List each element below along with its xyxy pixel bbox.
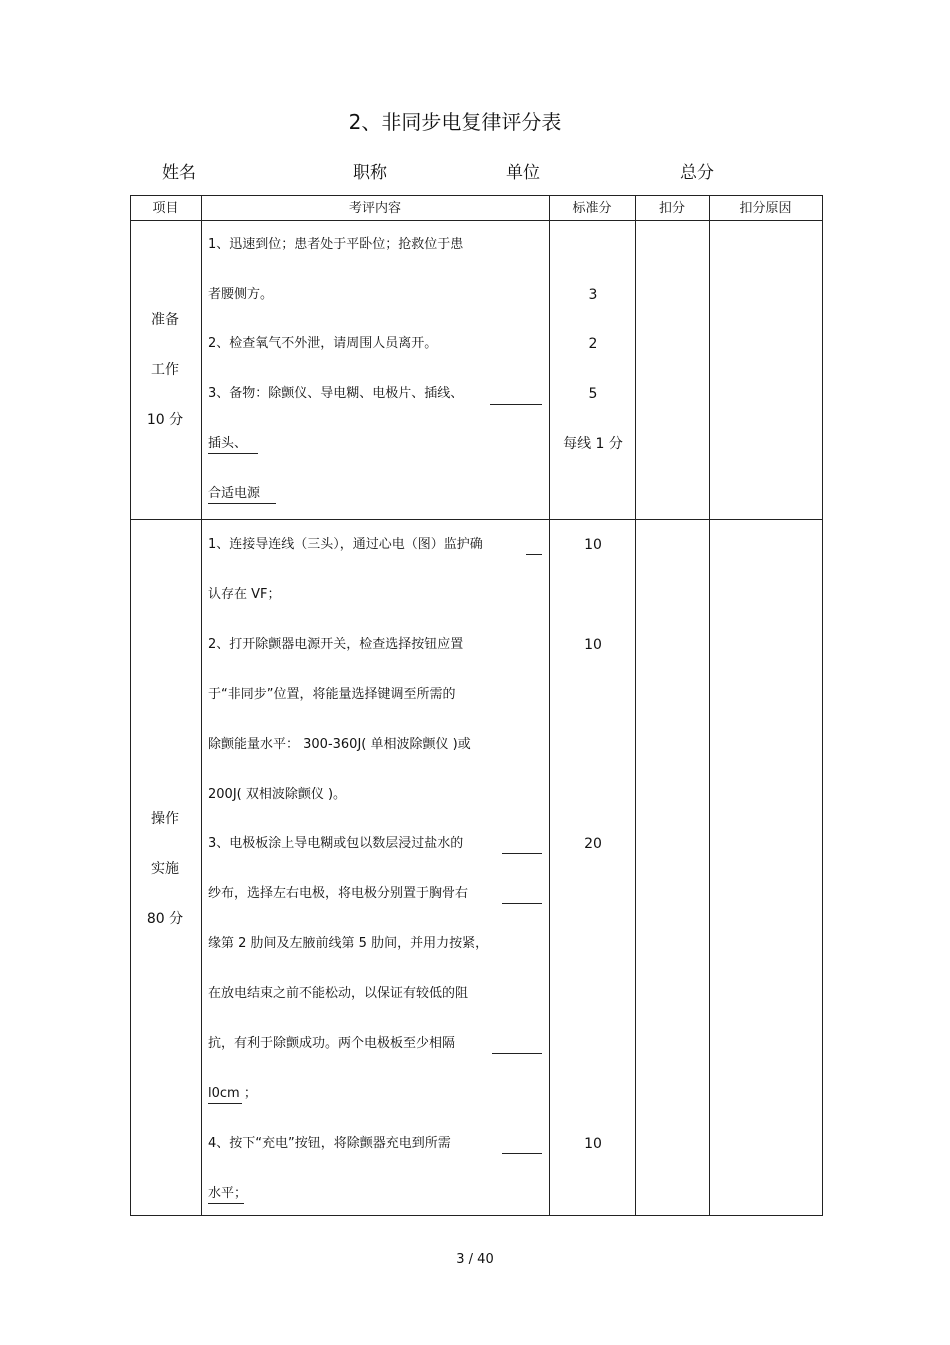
prep-score: 3 xyxy=(588,287,598,303)
op-line: 水平； xyxy=(208,1185,244,1204)
underline xyxy=(492,1053,542,1054)
prep-line: 3、备物：除颤仪、导电糊、电极片、插线、 xyxy=(208,386,464,401)
prep-line: 1、迅速到位；患者处于平卧位；抢救位于患 xyxy=(208,237,464,252)
section-op-label: 操作 实施 80 分 xyxy=(146,811,184,927)
header-content: 考评内容 xyxy=(348,201,401,216)
op-line: 1、连接导连线（三头），通过心电（图）监护确 xyxy=(208,537,483,552)
underline xyxy=(526,554,542,555)
op-line: 除颤能量水平： 300-360J( 单相波除颤仪 )或 xyxy=(208,737,471,752)
prep-line: 合适电源 xyxy=(208,485,276,504)
header-deduction-reason: 扣分原因 xyxy=(739,201,792,216)
op-line: 纱布，选择左右电极，将电极分别置于胸骨右 xyxy=(208,886,469,901)
page-number: 3 / 40 xyxy=(456,1252,494,1267)
op-score: 10 xyxy=(584,637,602,653)
op-score: 10 xyxy=(584,1136,602,1152)
prep-score: 每线 1 分 xyxy=(563,436,623,452)
op-line: 4、按下“充电”按钮，将除颤器充电到所需 xyxy=(208,1136,451,1151)
header-standard-score: 标准分 xyxy=(572,201,612,216)
op-line: 抗，有利于除颤成功。两个电极板至少相隔 xyxy=(208,1036,456,1051)
op-line: 在放电结束之前不能松动，以保证有较低的阻 xyxy=(208,986,469,1001)
op-line: 缘第 2 肋间及左腋前线第 5 肋间，并用力按紧， xyxy=(208,936,489,951)
header-deduction: 扣分 xyxy=(658,201,685,216)
op-line: 3、电极板涂上导电糊或包以数层浸过盐水的 xyxy=(208,836,464,851)
info-total-label: 总分 xyxy=(680,163,714,183)
underline xyxy=(490,404,542,405)
score-table xyxy=(130,195,823,1216)
header-item: 项目 xyxy=(152,201,179,216)
prep-score: 5 xyxy=(588,386,598,402)
section-prep-label: 准备 工作 10 分 xyxy=(146,312,184,428)
op-line: 2、打开除颤器电源开关，检查选择按钮应置 xyxy=(208,637,464,652)
info-unit-label: 单位 xyxy=(506,163,540,183)
info-title-label: 职称 xyxy=(353,163,387,183)
page-title: 2、非同步电复律评分表 xyxy=(348,110,562,134)
underline xyxy=(502,903,542,904)
op-line: l0cm ； xyxy=(208,1085,242,1104)
op-line: 认存在 VF； xyxy=(208,587,281,602)
op-line: 于“非同步”位置，将能量选择键调至所需的 xyxy=(208,687,456,702)
prep-line: 者腰侧方。 xyxy=(208,287,274,302)
prep-score: 2 xyxy=(588,336,598,352)
prep-line: 2、检查氧气不外泄，请周围人员离开。 xyxy=(208,336,438,351)
op-score: 10 xyxy=(584,537,602,553)
info-name-label: 姓名 xyxy=(162,163,196,183)
underline xyxy=(502,853,542,854)
op-line: 200J( 双相波除颤仪 )。 xyxy=(208,787,347,802)
op-score: 20 xyxy=(584,836,602,852)
underline xyxy=(502,1153,542,1154)
prep-line: 插头、 xyxy=(208,435,258,454)
